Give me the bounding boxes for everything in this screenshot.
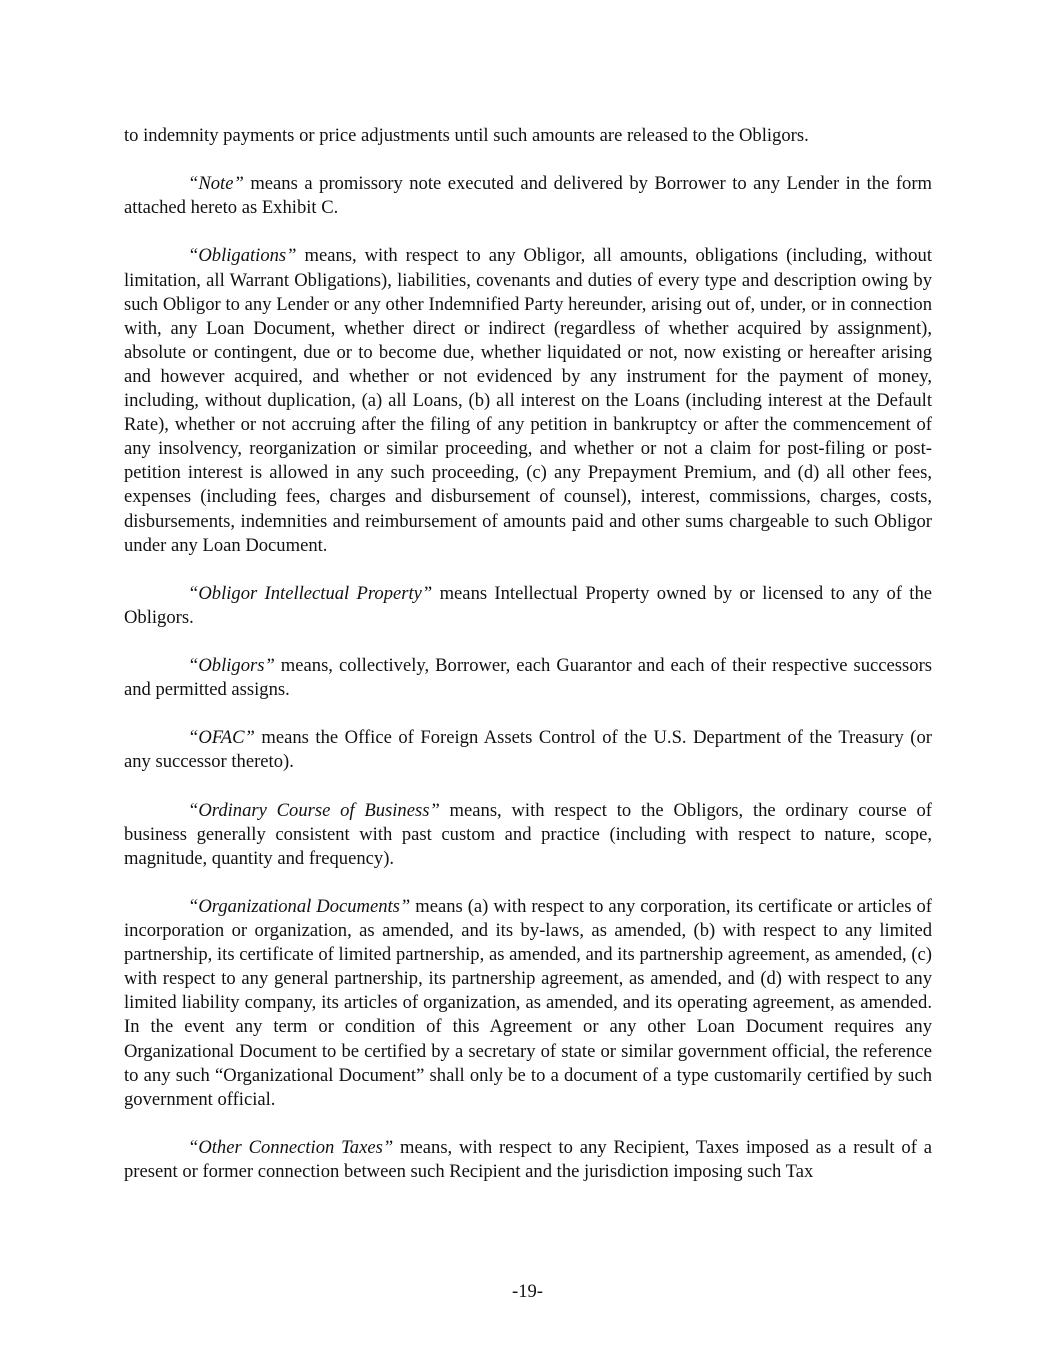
- document-page: [124, 124, 932, 1208]
- definition-ofac: [124, 726, 932, 774]
- definition-text: means, with respect to any Obligor, all amounts, obligations (including, without limitation, all Warrant Obligations), liabilities, covenants and duties of every type and description owing by such Obligor to any Lender or any other Indemnified Party hereunder, arising out of, under, or in connection with, any Loan Document, whether direct or indirect (regardless of whether acquired by assignment), absolute or contingent, due or to become due, whether liquidated or not, now existing or hereafter arising and however acquired, and whether or not evidenced by any instrument for the payment of money, including, without duplication, (a) all Loans, (b) all interest on the Loans (including interest at the Default Rate), whether or not accruing after the filing of any petition in bankruptcy or after the commencement of any insolvency, reorganization or similar proceeding, and whether or not a claim for post-filing or post-petition interest is allowed in any such proceeding, (c) any Prepayment Premium, and (d) all other fees, expenses (including fees, charges and disbursement of counsel), interest, commissions, charges, costs, disbursements, indemnities and reimbursement of amounts paid and other sums chargeable to such Obligor under any Loan Document.: [124, 245, 932, 556]
- defined-term: “Other Connection Taxes”: [188, 1136, 394, 1158]
- defined-term: “Obligor Intellectual Property”: [188, 582, 433, 604]
- definition-ordinary-course-of-business: [124, 799, 932, 871]
- definition-obligor-intellectual-property: [124, 582, 932, 630]
- definition-text: means a promissory note executed and delivered by Borrower to any Lender in the form attached hereto as Exhibit C.: [124, 173, 932, 219]
- definition-text: means, with respect to the Obligors, the ordinary course of business generally consistent with past custom and practice (including with respect to nature, scope, magnitude, quantity and frequency).: [124, 799, 932, 869]
- definition-note: [124, 172, 932, 220]
- definition-text: means, with respect to any Recipient, Taxes imposed as a result of a present or former connection between such Recipient and the jurisdiction imposing such Tax: [124, 1136, 932, 1183]
- definition-obligors: [124, 654, 932, 702]
- defined-term: “Note”: [188, 173, 244, 195]
- continuation-paragraph: to indemnity payments or price adjustments until such amounts are released to the Obligors.: [124, 125, 809, 146]
- definition-text: means the Office of Foreign Assets Control of the U.S. Department of the Treasury (or any successor thereto).: [124, 727, 932, 773]
- definition-other-connection-taxes: [124, 1136, 932, 1184]
- defined-term: “Obligations”: [188, 245, 297, 267]
- definition-text: means (a) with respect to any corporation, its certificate or articles of incorporation or organization, as amended, and its by-laws, as amended, (b) with respect to any limited partnership, its certificate of limited partnership, as amended, and its partnership agreement, as amended, (c) with respect to any general partnership, its partnership agreement, as amended, and (d) with respect to any limited liability company, its articles of organization, as amended, and its operating agreement, as amended. In the event any term or condition of this Agreement or any other Loan Document requires any Organizational Document to be certified by a secretary of state or similar government official, the reference to any such “Organizational Document” shall only be to a document of a type customarily certified by such government official.: [124, 896, 932, 1110]
- definition-text: means Intellectual Property owned by or licensed to any of the Obligors.: [124, 582, 932, 628]
- defined-term: “Ordinary Course of Business”: [188, 799, 440, 821]
- defined-term: “OFAC”: [188, 727, 255, 749]
- definition-text: means, collectively, Borrower, each Guarantor and each of their respective successors and permitted assigns.: [124, 655, 932, 701]
- page-number: -19-: [512, 1281, 543, 1302]
- definition-obligations: [124, 244, 932, 557]
- defined-term: “Obligors”: [188, 655, 275, 677]
- defined-term: “Organizational Documents”: [188, 896, 411, 917]
- definition-organizational-documents: [124, 895, 932, 1112]
